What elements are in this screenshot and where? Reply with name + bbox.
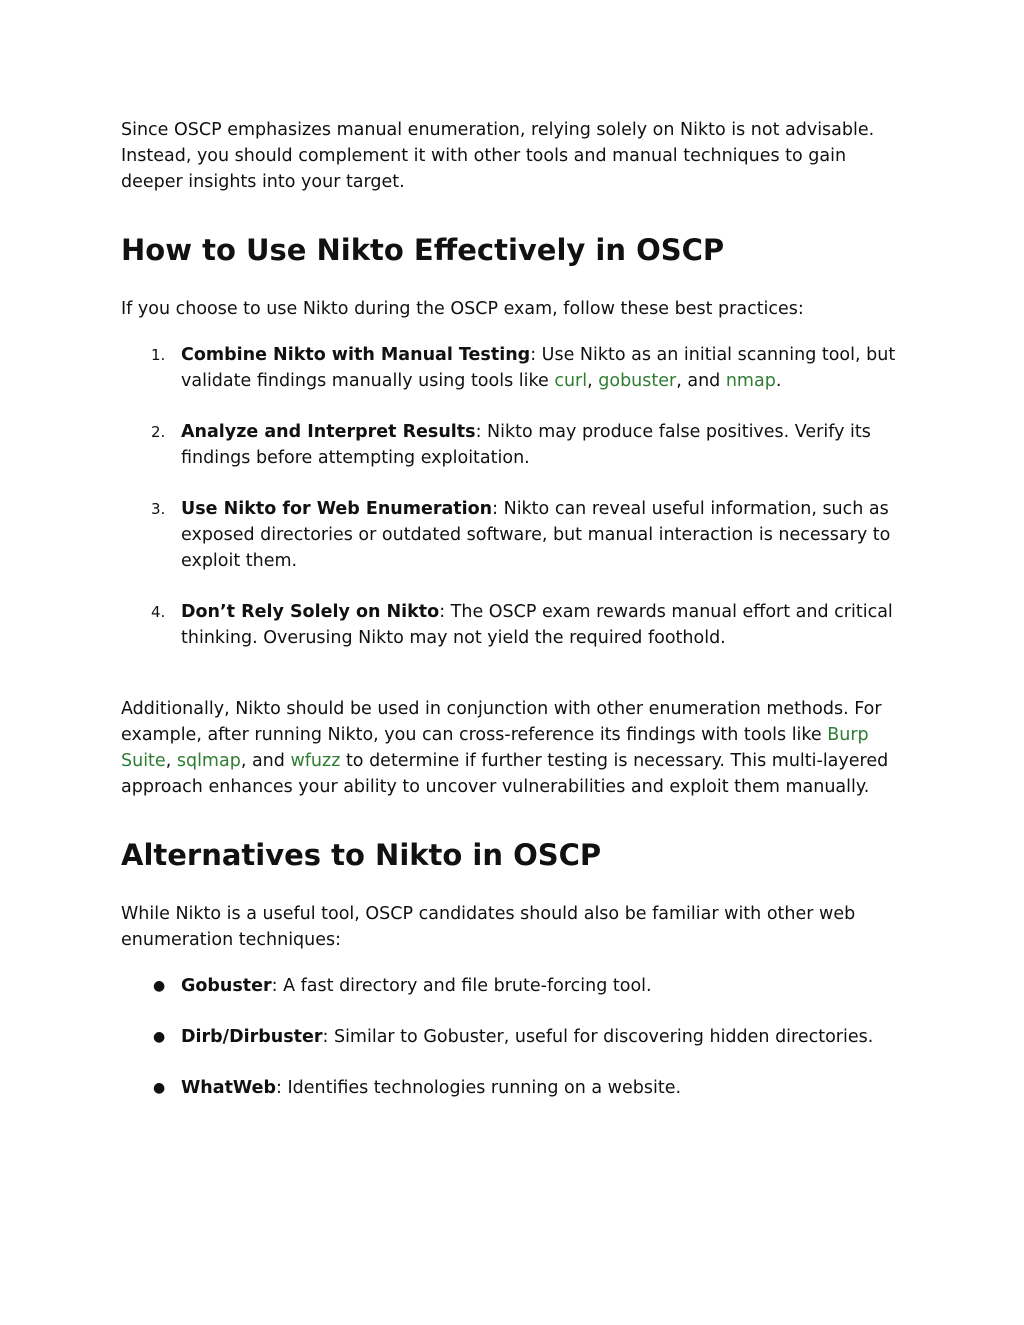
section1-lead-paragraph: If you choose to use Nikto during the OSCP exam, follow these best practices:: [121, 299, 804, 319]
bullet-icon: ●: [153, 1029, 166, 1045]
bullet-icon: ●: [153, 978, 166, 994]
list-item: [121, 496, 911, 574]
item-title: Don’t Rely Solely on Nikto: [181, 602, 440, 622]
item-title: Use Nikto for Web Enumeration: [181, 499, 493, 519]
list-item: [121, 599, 911, 651]
section2-lead-paragraph: While Nikto is a useful tool, OSCP candidates should also be familiar with other web enumeration techniques:: [121, 904, 856, 950]
item-text: : Nikto can reveal useful information, such as exposed directories or outdated software, but manual interaction is necessary to exploit them.: [181, 499, 891, 571]
item-text: : Use Nikto as an initial scanning tool, but validate findings manually using tools like: [181, 345, 896, 391]
list-number: 3.: [151, 500, 166, 518]
item-title: Gobuster: [181, 976, 272, 996]
section-heading-how-to-use: How to Use Nikto Effectively in OSCP: [121, 233, 725, 267]
best-practices-list: [121, 342, 911, 651]
list-item: [121, 419, 911, 471]
document-page: [121, 117, 911, 1101]
sqlmap-link[interactable]: sqlmap: [176, 751, 241, 771]
burp-suite-link[interactable]: Burp Suite: [121, 725, 869, 771]
item-text: : Nikto may produce false positives. Verify its findings before attempting exploitation.: [181, 422, 871, 468]
list-item: [121, 1075, 911, 1101]
intro-paragraph: Since OSCP emphasizes manual enumeration, relying solely on Nikto is not advisable. Instead, you should complement it with other tools and manual techniques to gain deeper insights into your target.: [121, 120, 875, 192]
section-heading-alternatives: Alternatives to Nikto in OSCP: [121, 838, 602, 872]
list-item: [121, 342, 911, 394]
item-text: : A fast directory and file brute-forcing tool.: [271, 976, 652, 996]
gobuster-link[interactable]: gobuster: [598, 371, 677, 391]
separator: , and: [240, 751, 291, 771]
bullet-icon: ●: [153, 1080, 166, 1096]
item-title: WhatWeb: [181, 1078, 277, 1098]
separator: , and: [676, 371, 726, 391]
curl-link[interactable]: curl: [554, 371, 588, 391]
additional-text: Additionally, Nikto should be used in conjunction with other enumeration methods. For example, after running Nikto, you can cross-reference its findings with tools like: [121, 699, 882, 745]
alternatives-list: [121, 973, 911, 1101]
separator: ,: [587, 371, 599, 391]
list-item: [121, 973, 911, 999]
item-text: : Identifies technologies running on a website.: [276, 1078, 682, 1098]
item-text: : The OSCP exam rewards manual effort and critical thinking. Overusing Nikto may not yield the required foothold.: [181, 602, 893, 648]
list-item: [121, 1024, 911, 1050]
wfuzz-link[interactable]: wfuzz: [290, 751, 341, 771]
list-number: 2.: [151, 423, 166, 441]
item-title: Analyze and Interpret Results: [181, 422, 476, 442]
separator: .: [775, 371, 782, 391]
item-title: Dirb/Dirbuster: [181, 1027, 323, 1047]
separator: ,: [165, 751, 177, 771]
list-number: 1.: [151, 346, 166, 364]
item-text: : Similar to Gobuster, useful for discovering hidden directories.: [322, 1027, 874, 1047]
item-title: Combine Nikto with Manual Testing: [181, 345, 531, 365]
additional-paragraph: [121, 696, 911, 800]
additional-text: to determine if further testing is necessary. This multi-layered approach enhances your ability to uncover vulnerabilities and exploit them manually.: [121, 751, 889, 797]
list-number: 4.: [151, 603, 166, 621]
nmap-link[interactable]: nmap: [725, 371, 776, 391]
